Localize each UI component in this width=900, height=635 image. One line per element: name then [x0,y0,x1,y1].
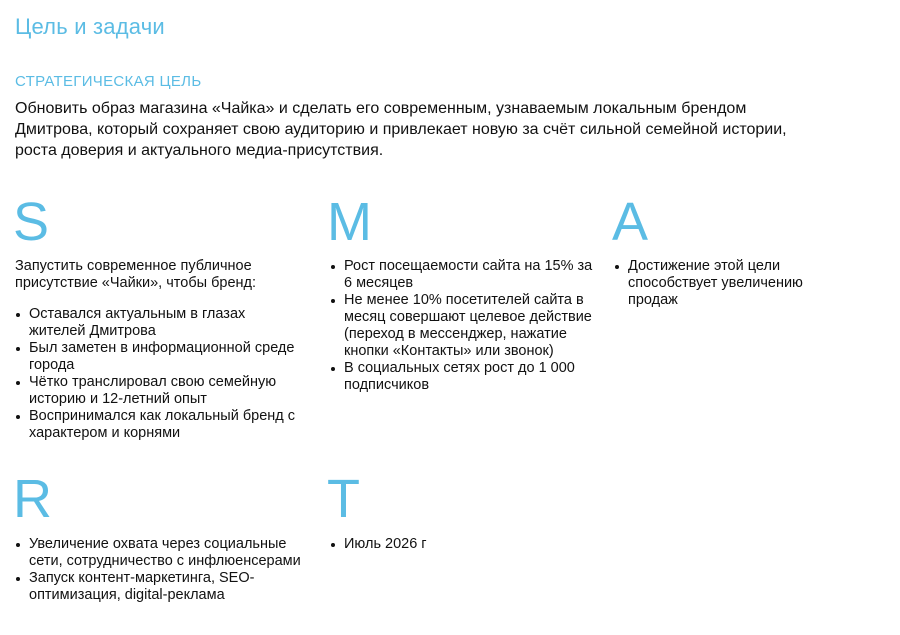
list-item: Увеличение охвата через социальные сети, сотрудничество с инфлюенсерами [15,536,310,570]
list-item: В социальных сетях рост до 1 000 подписчиков [330,360,595,394]
list-item: Чётко транслировал свою семейную историю и 12-летний опыт [15,374,305,408]
strategic-goal-heading: СТРАТЕГИЧЕСКАЯ ЦЕЛЬ [15,73,202,90]
smart-block-m [330,258,595,394]
smart-letter-m: M [327,192,372,252]
smart-block-s [15,258,305,442]
list-item: Оставался актуальным в глазах жителей Дмитрова [15,306,305,340]
smart-block-a [614,258,829,309]
list-item: Достижение этой цели способствует увеличению продаж [614,258,829,309]
strategic-goal-text: Обновить образ магазина «Чайка» и сделать его современным, узнаваемым локальным брендом Дмитрова, который сохраняет свою аудиторию и привлекает новую за счёт сильной семейной истории, роста доверия и актуального медиа-присутствия. [15,100,787,159]
smart-m-list [330,258,595,394]
smart-s-list [15,306,305,442]
smart-letter-s: S [13,192,50,252]
list-item: Июль 2026 г [330,536,595,553]
list-item: Рост посещаемости сайта на 15% за 6 месяцев [330,258,595,292]
smart-r-list [15,536,310,604]
smart-t-list [330,536,595,553]
smart-letter-t: T [327,469,360,529]
smart-letter-r: R [13,469,52,529]
list-item: Запуск контент-маркетинга, SEO-оптимизация, digital-реклама [15,570,310,604]
smart-a-list [614,258,829,309]
list-item: Не менее 10% посетителей сайта в месяц совершают целевое действие (переход в мессенджер, нажатие кнопки «Контакты» или звонок) [330,292,595,360]
smart-block-r [15,536,310,604]
smart-block-t [330,536,595,553]
list-item: Был заметен в информационной среде города [15,340,305,374]
smart-s-intro: Запустить современное публичное присутствие «Чайки», чтобы бренд: [15,258,257,291]
page-title: Цель и задачи [15,14,165,39]
smart-letter-a: A [612,192,649,252]
list-item: Воспринимался как локальный бренд с характером и корнями [15,408,305,442]
